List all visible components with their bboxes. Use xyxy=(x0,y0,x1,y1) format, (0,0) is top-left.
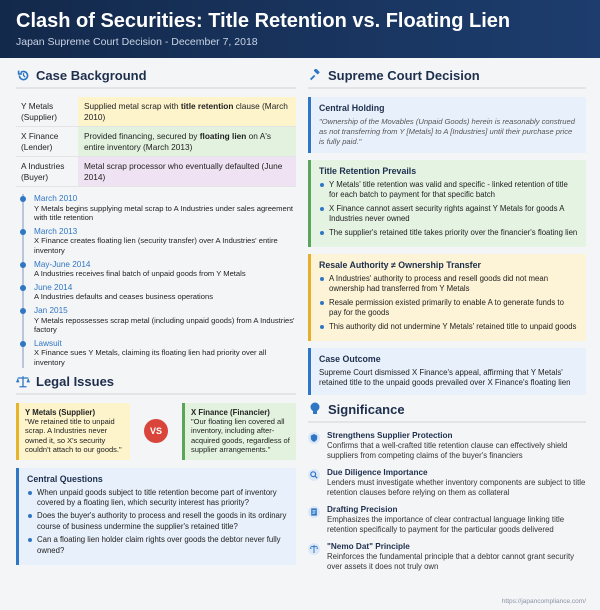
title-retention-box: Title Retention Prevails Y Metals' title retention was valid and specific - linked retention of title for each batch to payment for that specific batch X Finance cannot assert security rights against Y Metals for goods A Industries never owned The supplier's retained title takes priority over the financier's floating lien xyxy=(308,160,586,247)
party-row xyxy=(16,157,296,187)
question-item: Does the buyer's authority to process and resell the goods in its ordinary course of business undermine the supplier's retained title? xyxy=(27,511,288,532)
scale-icon xyxy=(16,374,30,388)
versus-badge: VS xyxy=(130,403,182,460)
footer-url[interactable]: https://japancompliance.com/ xyxy=(501,598,586,605)
party-table xyxy=(16,97,296,187)
timeline-item: March 2013 X Finance creates floating lien (security transfer) over A Industries' entire inventory xyxy=(34,227,296,256)
financier-position: X Finance (Financier) "Our floating lien covered all inventory, including after-acquired goods, regardless of supplier arrangements." xyxy=(182,403,296,460)
timeline-item: March 2010 Y Metals begins supplying metal scrap to A Industries under sales agreement with title retention xyxy=(34,194,296,223)
party-description: Supplied metal scrap with title retention clause (March 2010) xyxy=(78,97,296,126)
history-icon xyxy=(16,69,30,83)
timeline-item: Lawsuit X Finance sues Y Metals, claiming its floating lien had priority over all inventory xyxy=(34,339,296,368)
list-item: This authority did not undermine Y Metals' retained title to unpaid goods xyxy=(319,322,578,332)
question-item: When unpaid goods subject to title retention become part of inventory covered by a floating lien, which security interest has priority? xyxy=(27,488,288,509)
left-column xyxy=(16,68,296,579)
page-header xyxy=(0,0,600,58)
shield-icon xyxy=(308,432,320,444)
timeline xyxy=(22,194,296,368)
positions-comparison xyxy=(16,403,296,460)
document-icon xyxy=(308,506,320,518)
party-name: Y Metals (Supplier) xyxy=(21,101,57,122)
list-item: Resale permission existed primarily to enable A to generate funds to pay for the goods xyxy=(319,298,578,319)
page-title: Clash of Securities: Title Retention vs. Floating Lien xyxy=(16,10,511,32)
list-item: X Finance cannot assert security rights against Y Metals for goods A Industries never owned xyxy=(319,204,578,225)
significance-item: Strengthens Supplier Protection Confirms that a well-crafted title retention clause can effectively shield suppliers from competing claims of the buyer's financiers xyxy=(308,431,586,461)
significance-item: Due Diligence Importance Lenders must investigate whether inventory components are subject to title retention clauses before relying on them as collateral xyxy=(308,468,586,498)
party-description: Metal scrap processor who eventually defaulted (June 2014) xyxy=(78,157,296,186)
search-icon xyxy=(308,469,320,481)
right-column xyxy=(308,68,586,579)
list-item: Y Metals' title retention was valid and specific - linked retention of title for each batch to payment for that specific batch xyxy=(319,180,578,201)
timeline-item: Jan 2015 Y Metals repossesses scrap metal (including unpaid goods) from A Industries' factory xyxy=(34,305,295,335)
list-item: The supplier's retained title takes priority over the financier's floating lien xyxy=(319,228,578,238)
party-name: A Industries (Buyer) xyxy=(21,161,65,182)
significance-item: Drafting Precision Emphasizes the importance of clear contractual language linking title retention specifically to payment for the particular goods delivered xyxy=(308,505,586,535)
lightbulb-icon xyxy=(308,402,322,416)
list-item: A Industries' authority to process and resell goods did not mean ownership had transferred from Y Metals xyxy=(319,274,578,295)
central-questions-box: Central Questions When unpaid goods subject to title retention become part of inventory covered by a floating lien, which security interest has priority? Does the buyer's authority to process and resell the goods in its ordinary course of business undermine the supplier's retained title? Can a floating lien holder claim rights over goods the debtor never fully owned? xyxy=(16,468,296,565)
party-description: Provided financing, secured by floating lien on A's entire inventory (March 2013) xyxy=(78,127,296,156)
legal-issues-heading: Legal Issues xyxy=(16,374,296,395)
supplier-position: Y Metals (Supplier) "We retained title to unpaid scrap. A Industries never owned it, so X's security couldn't attach to our goods." xyxy=(16,403,130,460)
resale-authority-box: Resale Authority ≠ Ownership Transfer A Industries' authority to process and resell goods did not mean ownership had transferred from Y Metals Resale permission existed primarily to enable A to generate funds to pay for the goods This authority did not undermine Y Metals' retained title to unpaid goods xyxy=(308,254,586,341)
case-outcome-box: Case Outcome Supreme Court dismissed X Finance's appeal, affirming that Y Metals' retained title to the unpaid goods prevailed over X Finance's floating lien xyxy=(308,348,586,395)
party-row xyxy=(16,97,296,127)
gavel-icon xyxy=(308,69,322,83)
significance-item: "Nemo Dat" Principle Reinforces the fundamental principle that a debtor cannot grant security over assets it does not truly own xyxy=(308,542,586,572)
central-holding-box: Central Holding "Ownership of the Movables (Unpaid Goods) herein is reasonably construed as not transferring from Y [Metals] to A [Industries] until their purchase price is fully paid." xyxy=(308,97,586,153)
page-subtitle: Japan Supreme Court Decision - December 7, 2018 xyxy=(16,36,258,48)
case-background-heading: Case Background xyxy=(16,68,296,89)
significance-heading: Significance xyxy=(308,402,586,423)
decision-heading: Supreme Court Decision xyxy=(308,68,586,89)
party-row xyxy=(16,127,296,157)
party-name: X Finance (Lender) xyxy=(21,131,59,152)
timeline-item: May-June 2014 A Industries receives final batch of unpaid goods from Y Metals xyxy=(34,260,296,279)
timeline-item: June 2014 A Industries defaults and ceases business operations xyxy=(34,283,296,302)
question-item: Can a floating lien holder claim rights over goods the debtor never fully owned? xyxy=(27,535,288,556)
scale-icon xyxy=(308,543,320,555)
